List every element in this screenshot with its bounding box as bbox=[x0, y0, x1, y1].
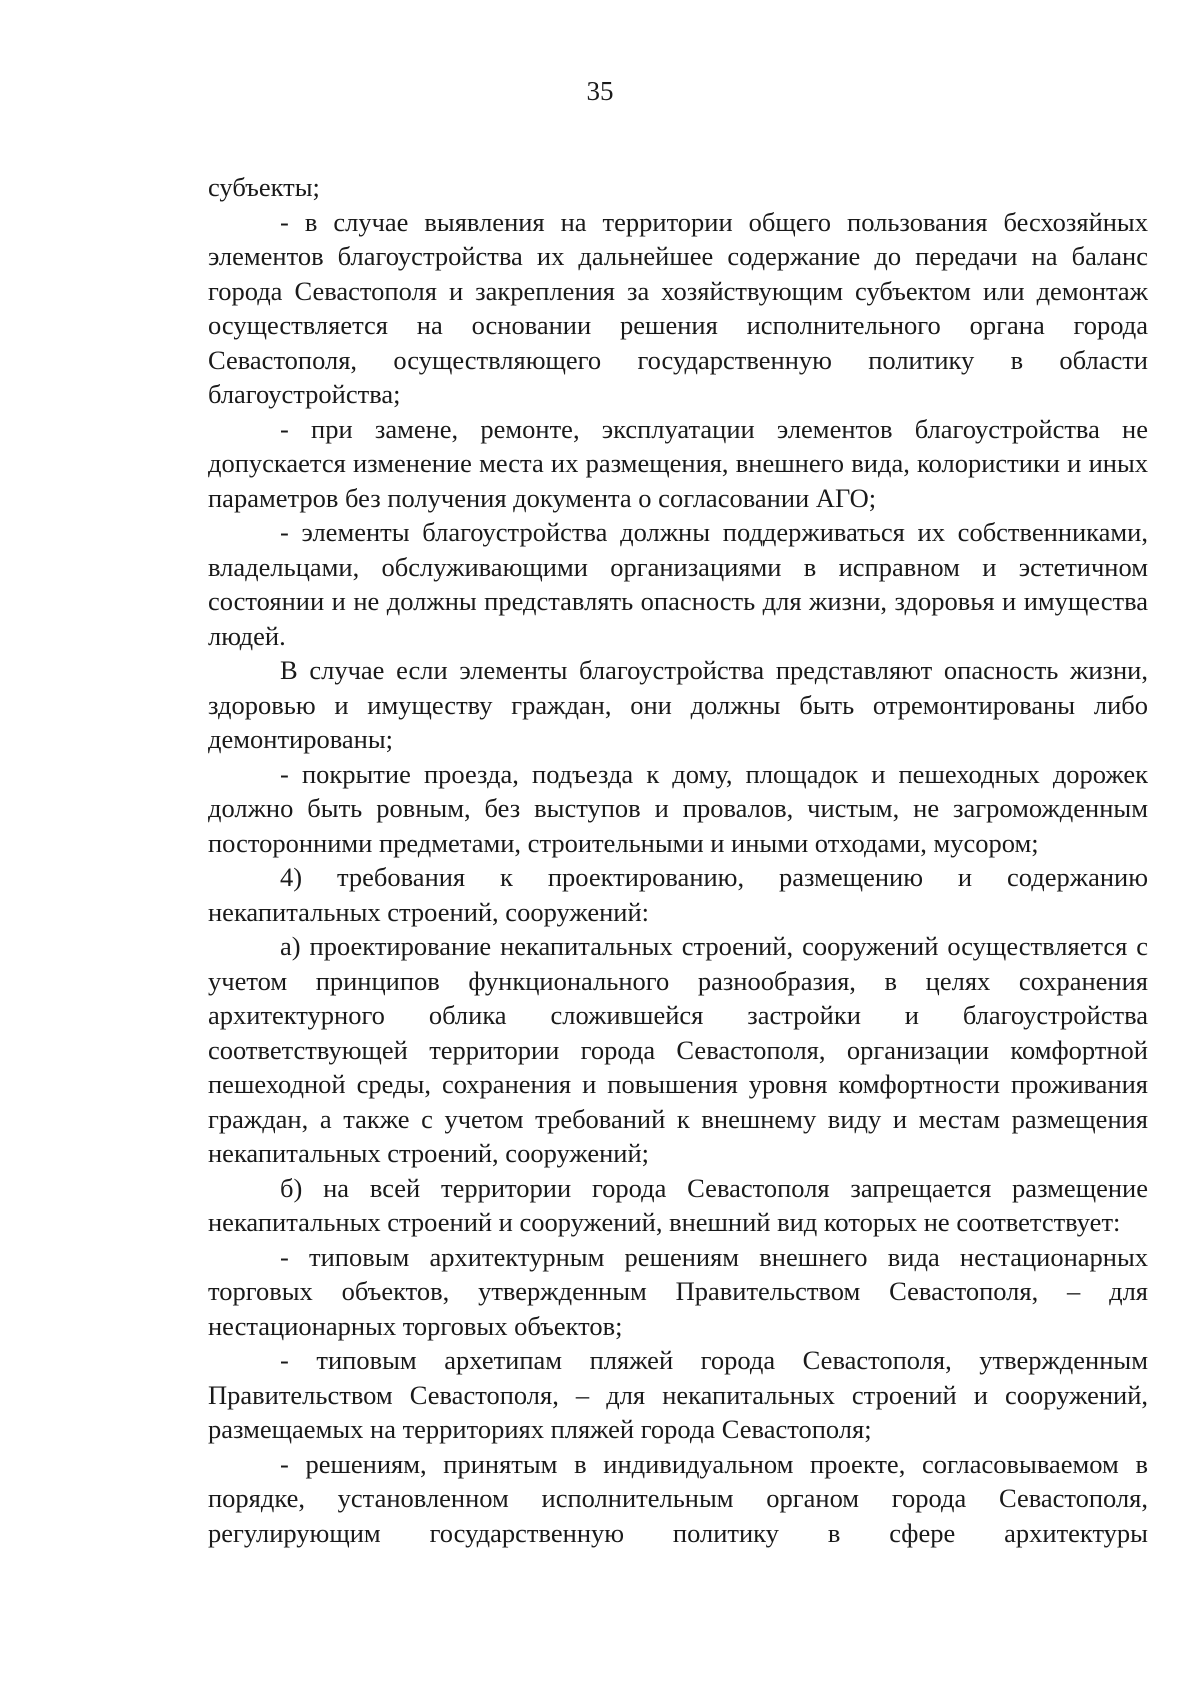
page-number: 35 bbox=[586, 76, 614, 106]
paragraph-typical-trade-objects: - типовым архитектурным решениям внешнего вида нестационарных торговых объектов, утвержденным Правительством Севастополя, – для нестационарных торговых объектов; bbox=[208, 1241, 1148, 1341]
paragraph-replacement-repair: - при замене, ремонте, эксплуатации элементов благоустройства не допускается изменение места их размещения, внешнего вида, колористики и иных параметров без получения документа о согласовании АГО; bbox=[208, 413, 1148, 513]
paragraph-beach-archetypes: - типовым архетипам пляжей города Севастополя, утвержденным Правительством Севастополя, – для некапитальных строений и сооружений, размещаемых на территориях пляжей города Севастополя; bbox=[208, 1345, 1148, 1444]
paragraph-item-b-prohibition: б) на всей территории города Севастополя запрещается размещение некапитальных строений и сооружений, внешний вид которых не соответствует: bbox=[208, 1172, 1148, 1237]
paragraph-item-4-requirements: 4) требования к проектированию, размещению и содержанию некапитальных строений, сооружений: bbox=[208, 862, 1148, 927]
paragraph-danger-repair: В случае если элементы благоустройства представляют опасность жизни, здоровью и имуществу граждан, они должны быть отремонтированы либо демонтированы; bbox=[208, 655, 1148, 754]
paragraph-item-a-design: а) проектирование некапитальных строений, сооружений осуществляется с учетом принципов функционального разнообразия, в целях сохранения архитектурного облика сложившейся застройки и благоустройства соответствующей территории города Севастополя, организации комфортной пешеходной среды, сохранения и повышения уровня комфортности проживания граждан, а также с учетом требований к внешнему виду и местам размещения некапитальных строений, сооружений; bbox=[208, 931, 1148, 1168]
paragraph-individual-project: - решениям, принятым в индивидуальном проекте, согласовываемом в порядке, установленном исполнительным органом города Севастополя, регулирующим государственную политику в сфере архитектуры bbox=[208, 1448, 1148, 1548]
document-body bbox=[208, 170, 1148, 1550]
paragraph-subjects: субъекты; bbox=[208, 172, 320, 202]
paragraph-ownerless-elements: - в случае выявления на территории общего пользования бесхозяйных элементов благоустройства их дальнейшее содержание до передачи на баланс города Севастополя и закрепления за хозяйствующим субъектом или демонтаж осуществляется на основании решения исполнительного органа города Севастополя, осуществляющего государственную политику в области благоустройства; bbox=[208, 206, 1148, 409]
paragraph-maintenance-owners: - элементы благоустройства должны поддерживаться их собственниками, владельцами, обслуживающими организациями в исправном и эстетичном состоянии и не должны представлять опасность для жизни, здоровья и имущества людей. bbox=[208, 517, 1148, 651]
paragraph-road-surface: - покрытие проезда, подъезда к дому, площадок и пешеходных дорожек должно быть ровным, без выступов и провалов, чистым, не загроможденным посторонними предметами, строительными и иными отходами, мусором; bbox=[208, 758, 1148, 858]
